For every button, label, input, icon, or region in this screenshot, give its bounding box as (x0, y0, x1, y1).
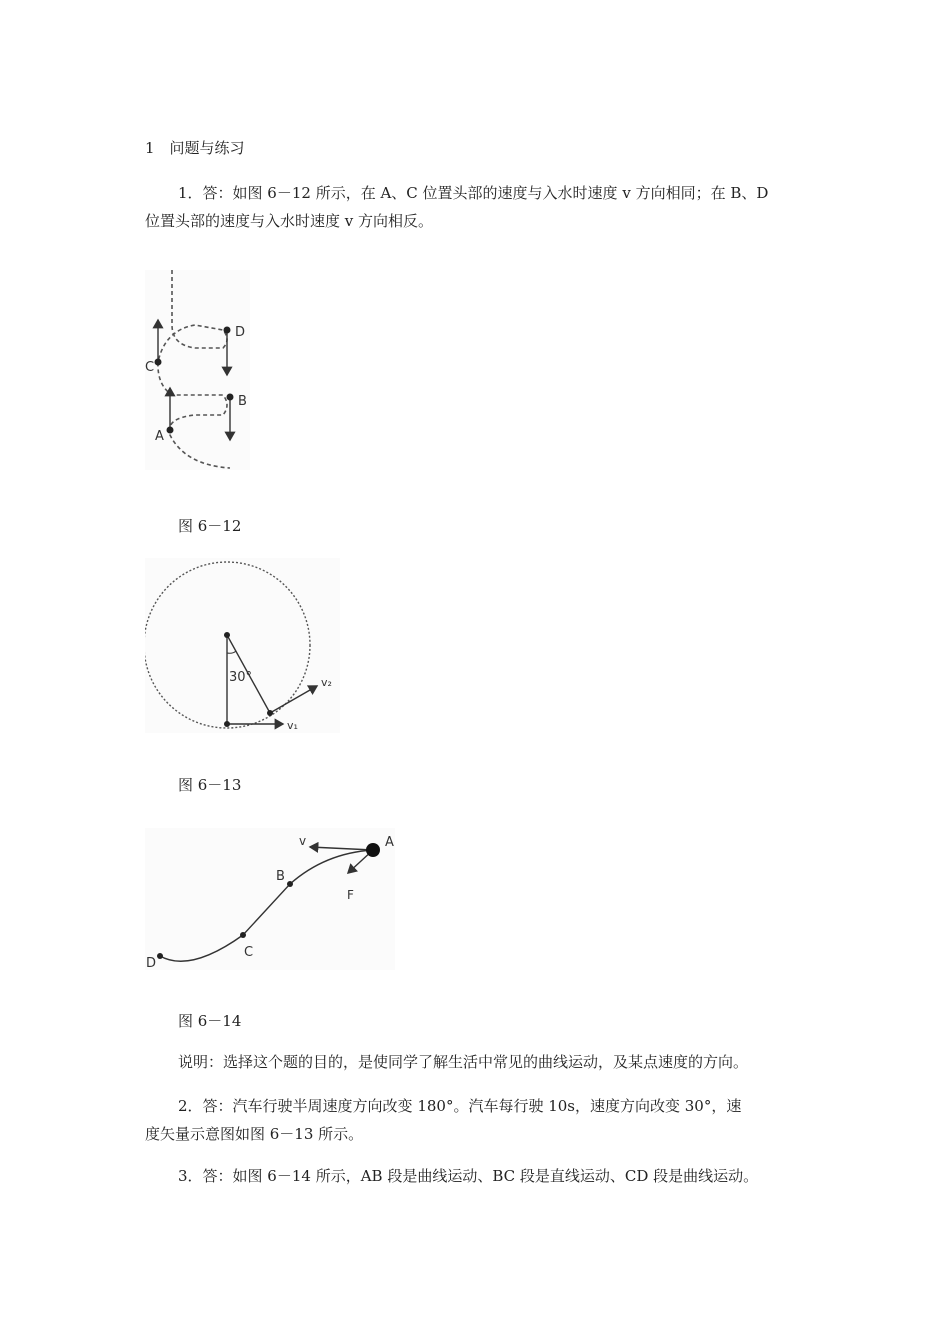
point-d (157, 953, 163, 959)
answer2-line1: 2．答：汽车行驶半周速度方向改变 180°。汽车每行驶 10s，速度方向改变 30°，速 (178, 1097, 742, 1115)
point-b (227, 394, 234, 401)
caption-6-14: 图 6－14 (178, 1012, 242, 1030)
label-b: B (276, 869, 285, 884)
label-a: A (155, 429, 164, 444)
figure-6-12 (145, 270, 250, 470)
section-heading: 1 问题与练习 (145, 139, 245, 157)
label-c: C (244, 945, 254, 960)
label-c: C (145, 360, 155, 375)
point-b (287, 881, 293, 887)
caption-6-12: 图 6－12 (178, 517, 242, 535)
v1-label: v₁ (287, 719, 298, 732)
center-point (224, 632, 230, 638)
caption-6-13: 图 6－13 (178, 776, 242, 794)
label-d: D (235, 325, 246, 340)
curved-trajectory (160, 850, 373, 961)
label-a: A (385, 835, 394, 850)
answer3-paragraph: 3．答：如图 6－14 所示，AB 段是曲线运动、BC 段是直线运动、CD 段是曲线运动。 (178, 1167, 759, 1185)
point-d (224, 327, 231, 334)
dashed-trajectory (158, 270, 230, 468)
label-d: D (146, 956, 157, 970)
label-f: F (347, 888, 354, 902)
point-a (167, 427, 174, 434)
answer1-line1: 1．答：如图 6－12 所示，在 A、C 位置头部的速度与入水时速度 v 方向相同；在 B、D (178, 184, 769, 202)
point-c (240, 932, 246, 938)
note-paragraph: 说明：选择这个题的目的，是使同学了解生活中常见的曲线运动，及某点速度的方向。 (178, 1053, 749, 1071)
velocity-arrow (310, 847, 373, 850)
label-v: v (299, 834, 307, 848)
angle-label: 30° (229, 670, 253, 685)
point-a (366, 843, 380, 857)
figure-6-13 (145, 558, 340, 733)
v2-label: v₂ (321, 676, 332, 689)
label-b: B (238, 394, 247, 409)
velocity-v2-arrow (270, 686, 317, 713)
point-c (155, 359, 162, 366)
answer2-line2: 度矢量示意图如图 6－13 所示。 (145, 1125, 364, 1143)
figure-6-14 (145, 828, 395, 970)
answer1-line2: 位置头部的速度与入水时速度 v 方向相反。 (145, 212, 434, 230)
